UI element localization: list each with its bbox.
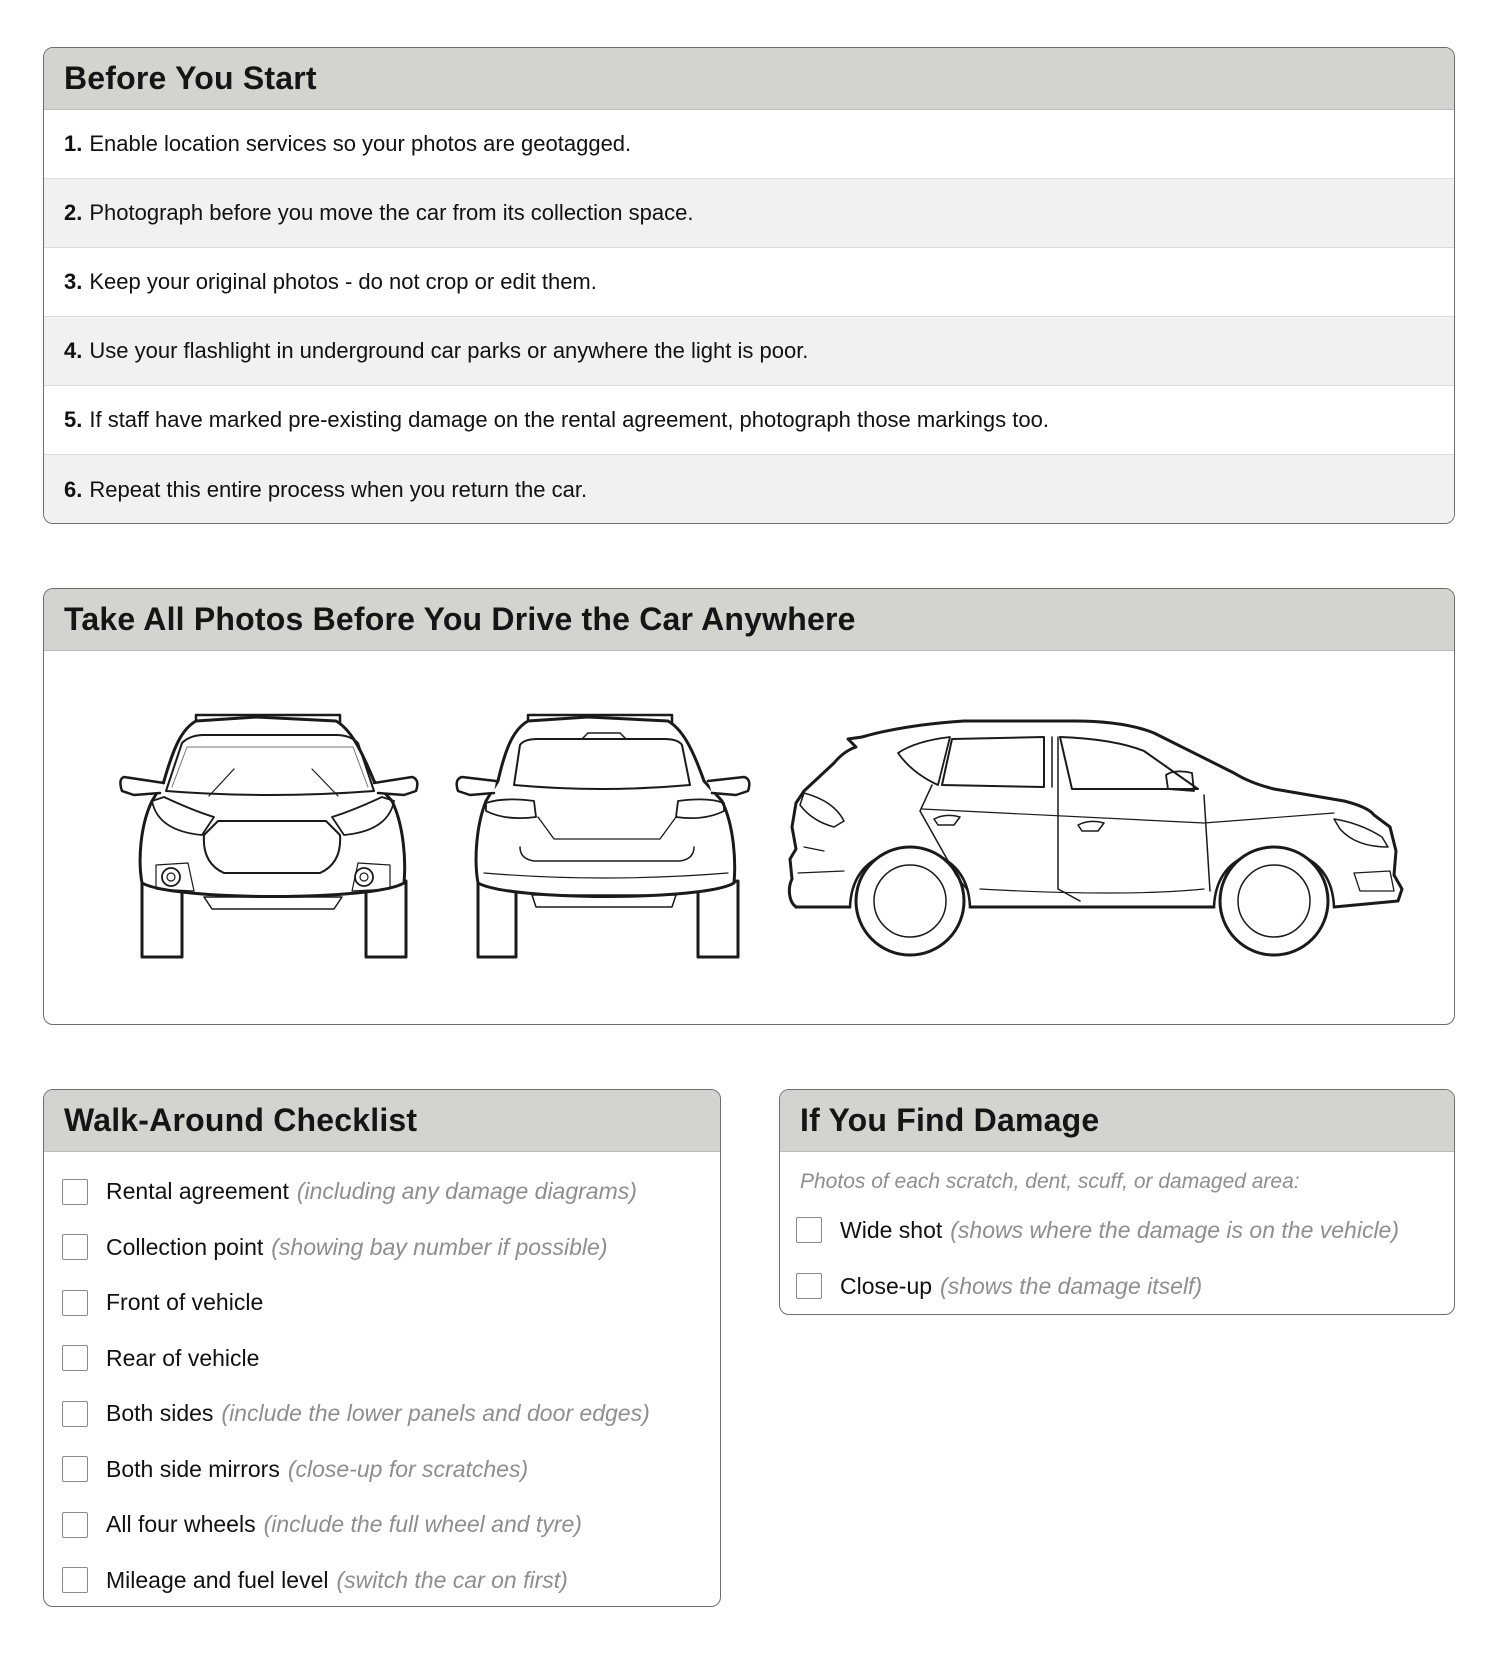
checkbox[interactable]	[62, 1345, 88, 1371]
walk-around-header	[44, 1090, 720, 1152]
step-text: Photograph before you move the car from its collection space.	[89, 200, 694, 225]
step-item	[44, 110, 1454, 179]
checklist-item[interactable]	[44, 1553, 720, 1608]
checklist-item[interactable]	[44, 1275, 720, 1331]
damage-item[interactable]	[780, 1202, 1454, 1258]
checklist-item[interactable]	[44, 1331, 720, 1387]
car-rear-diagram	[457, 715, 750, 957]
steps-list	[44, 110, 1454, 524]
step-number: 4.	[64, 338, 83, 363]
item-label: Rental agreement	[106, 1178, 289, 1205]
checklist-item[interactable]	[44, 1497, 720, 1553]
step-number: 2.	[64, 200, 83, 225]
walk-around-checklist-panel	[43, 1089, 721, 1607]
checkbox[interactable]	[62, 1456, 88, 1482]
damage-header	[780, 1090, 1454, 1152]
before-you-start-title: Before You Start	[64, 60, 317, 96]
step-number: 3.	[64, 269, 83, 294]
step-item	[44, 455, 1454, 524]
item-label: Mileage and fuel level	[106, 1566, 329, 1593]
checklist-item[interactable]	[44, 1220, 720, 1276]
checkbox[interactable]	[62, 1512, 88, 1538]
checkbox[interactable]	[62, 1401, 88, 1427]
car-side-diagram	[789, 721, 1402, 955]
car-diagrams	[44, 651, 1454, 1023]
step-number: 5.	[64, 407, 83, 432]
checklist-item[interactable]	[44, 1164, 720, 1220]
checkbox[interactable]	[796, 1217, 822, 1243]
photos-header	[44, 589, 1454, 651]
step-text: Use your flashlight in underground car parks or anywhere the light is poor.	[89, 338, 809, 363]
car-front-diagram	[120, 715, 417, 957]
item-note: (include the full wheel and tyre)	[263, 1511, 582, 1538]
item-note: (shows where the damage is on the vehicle)	[950, 1216, 1400, 1243]
item-note: (close-up for scratches)	[287, 1455, 529, 1482]
damage-item[interactable]	[780, 1258, 1454, 1314]
checklist-item[interactable]	[44, 1442, 720, 1498]
walk-around-title: Walk-Around Checklist	[64, 1102, 418, 1138]
step-item	[44, 248, 1454, 317]
item-note: (showing bay number if possible)	[271, 1233, 608, 1260]
step-item	[44, 386, 1454, 455]
item-note: (shows the damage itself)	[940, 1272, 1203, 1299]
item-label: Both side mirrors	[106, 1455, 280, 1482]
checklist-item[interactable]	[44, 1386, 720, 1442]
checkbox[interactable]	[62, 1234, 88, 1260]
item-label: Close-up	[840, 1272, 933, 1299]
step-text: Keep your original photos - do not crop or edit them.	[89, 269, 597, 294]
damage-title: If You Find Damage	[800, 1102, 1100, 1138]
step-item	[44, 179, 1454, 248]
checkbox[interactable]	[62, 1290, 88, 1316]
item-label: All four wheels	[106, 1511, 256, 1538]
damage-list	[780, 1196, 1454, 1314]
step-text: Repeat this entire process when you return the car.	[89, 476, 588, 502]
photos-title: Take All Photos Before You Drive the Car Anywhere	[64, 601, 856, 637]
item-label: Collection point	[106, 1233, 264, 1260]
checkbox[interactable]	[62, 1567, 88, 1593]
step-text: Enable location services so your photos are geotagged.	[89, 131, 632, 156]
before-you-start-panel	[43, 47, 1455, 524]
step-number: 1.	[64, 131, 83, 156]
before-you-start-header	[44, 48, 1454, 110]
step-number: 6.	[64, 476, 83, 502]
photos-panel	[43, 588, 1455, 1025]
item-label: Wide shot	[840, 1216, 943, 1243]
checkbox[interactable]	[796, 1273, 822, 1299]
damage-intro: Photos of each scratch, dent, scuff, or damaged area:	[800, 1170, 1300, 1193]
item-label: Rear of vehicle	[106, 1344, 260, 1371]
step-text: If staff have marked pre-existing damage on the rental agreement, photograph those markings too.	[89, 407, 1049, 432]
item-note: (include the lower panels and door edges)	[221, 1400, 650, 1427]
damage-panel	[779, 1089, 1455, 1315]
checkbox[interactable]	[62, 1179, 88, 1205]
item-note: (switch the car on first)	[336, 1566, 568, 1593]
item-note: (including any damage diagrams)	[296, 1178, 637, 1205]
step-item	[44, 317, 1454, 386]
walk-around-list	[44, 1152, 720, 1607]
item-label: Front of vehicle	[106, 1289, 264, 1316]
item-label: Both sides	[106, 1400, 214, 1427]
